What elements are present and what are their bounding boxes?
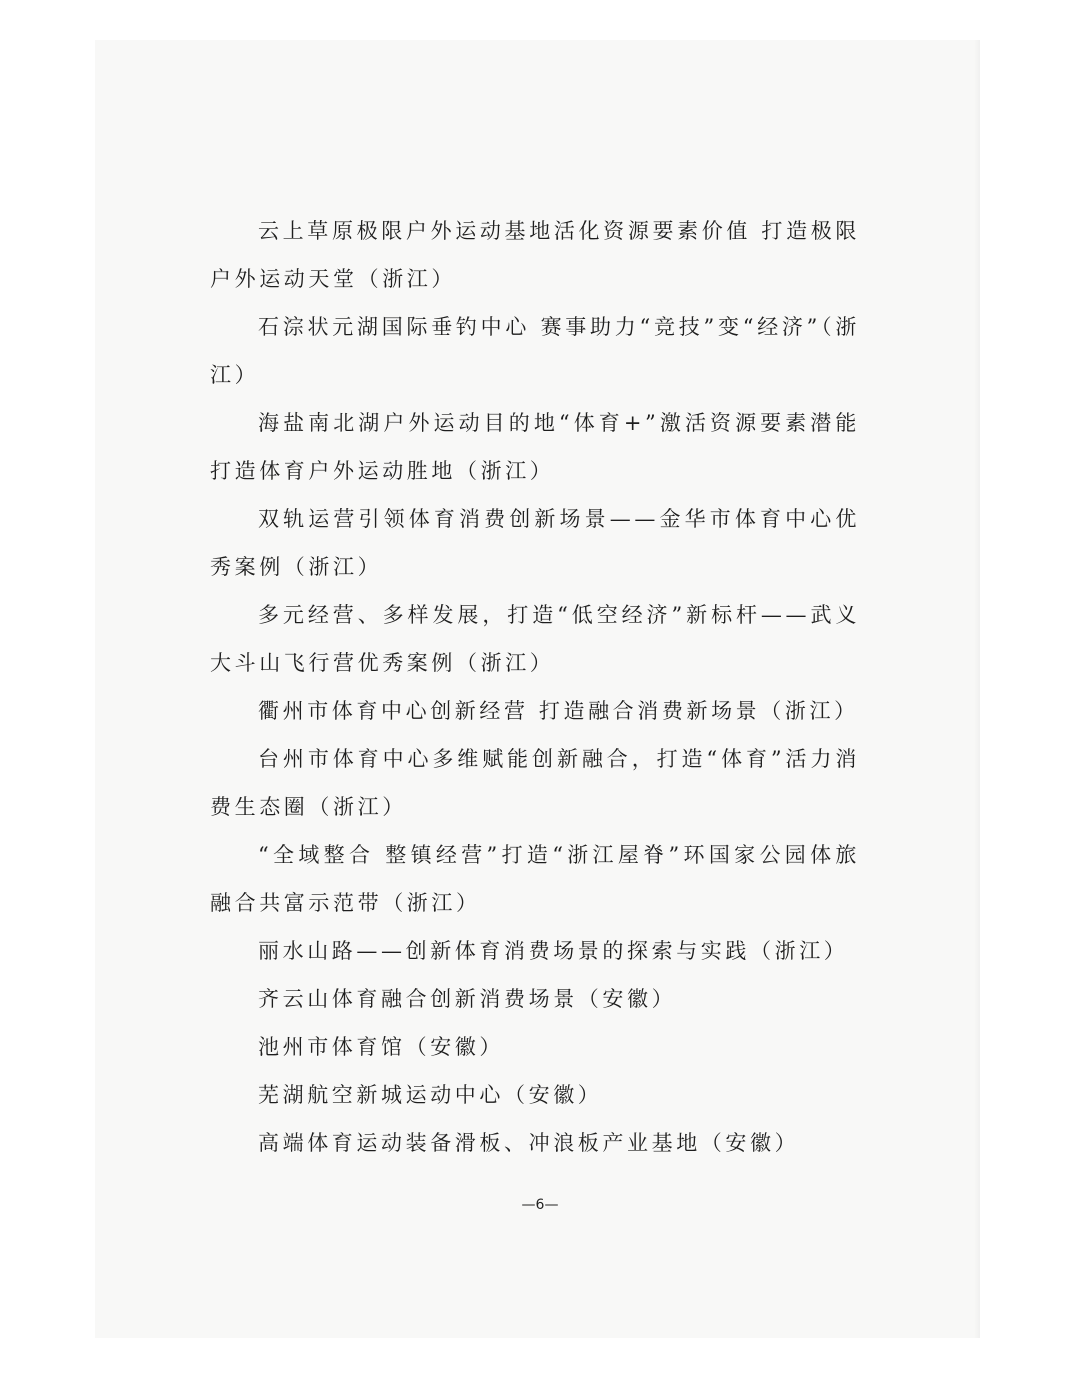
list-item: 海盐南北湖户外运动目的地“体育+”激活资源要素潜能 打造体育户外运动胜地（浙江） <box>210 411 860 483</box>
case-list <box>210 207 860 1167</box>
list-item: 衢州市体育中心创新经营 打造融合消费新场景（浙江） <box>258 699 859 723</box>
page-number: —6— <box>521 1197 559 1213</box>
list-item: 云上草原极限户外运动基地活化资源要素价值 打造极限户外运动天堂（浙江） <box>210 219 860 291</box>
list-item: 齐云山体育融合创新消费场景（安徽） <box>258 987 677 1011</box>
list-item: “全域整合 整镇经营”打造“浙江屋脊”环国家公园体旅融合共富示范带（浙江） <box>210 843 860 915</box>
list-item: 双轨运营引领体育消费创新场景——金华市体育中心优秀案例（浙江） <box>210 507 860 579</box>
list-item: 池州市体育馆（安徽） <box>258 1035 504 1059</box>
list-item: 台州市体育中心多维赋能创新融合，打造“体育”活力消费生态圈（浙江） <box>210 747 860 819</box>
list-item: 芜湖航空新城运动中心（安徽） <box>258 1083 603 1107</box>
list-item: 石淙状元湖国际垂钓中心 赛事助力“竞技”变“经济”（浙江） <box>210 315 860 387</box>
list-item: 丽水山路——创新体育消费场景的探索与实践（浙江） <box>258 939 849 963</box>
list-item: 多元经营、多样发展，打造“低空经济”新标杆——武义大斗山飞行营优秀案例（浙江） <box>210 603 860 675</box>
list-item: 高端体育运动装备滑板、冲浪板产业基地（安徽） <box>258 1131 800 1155</box>
